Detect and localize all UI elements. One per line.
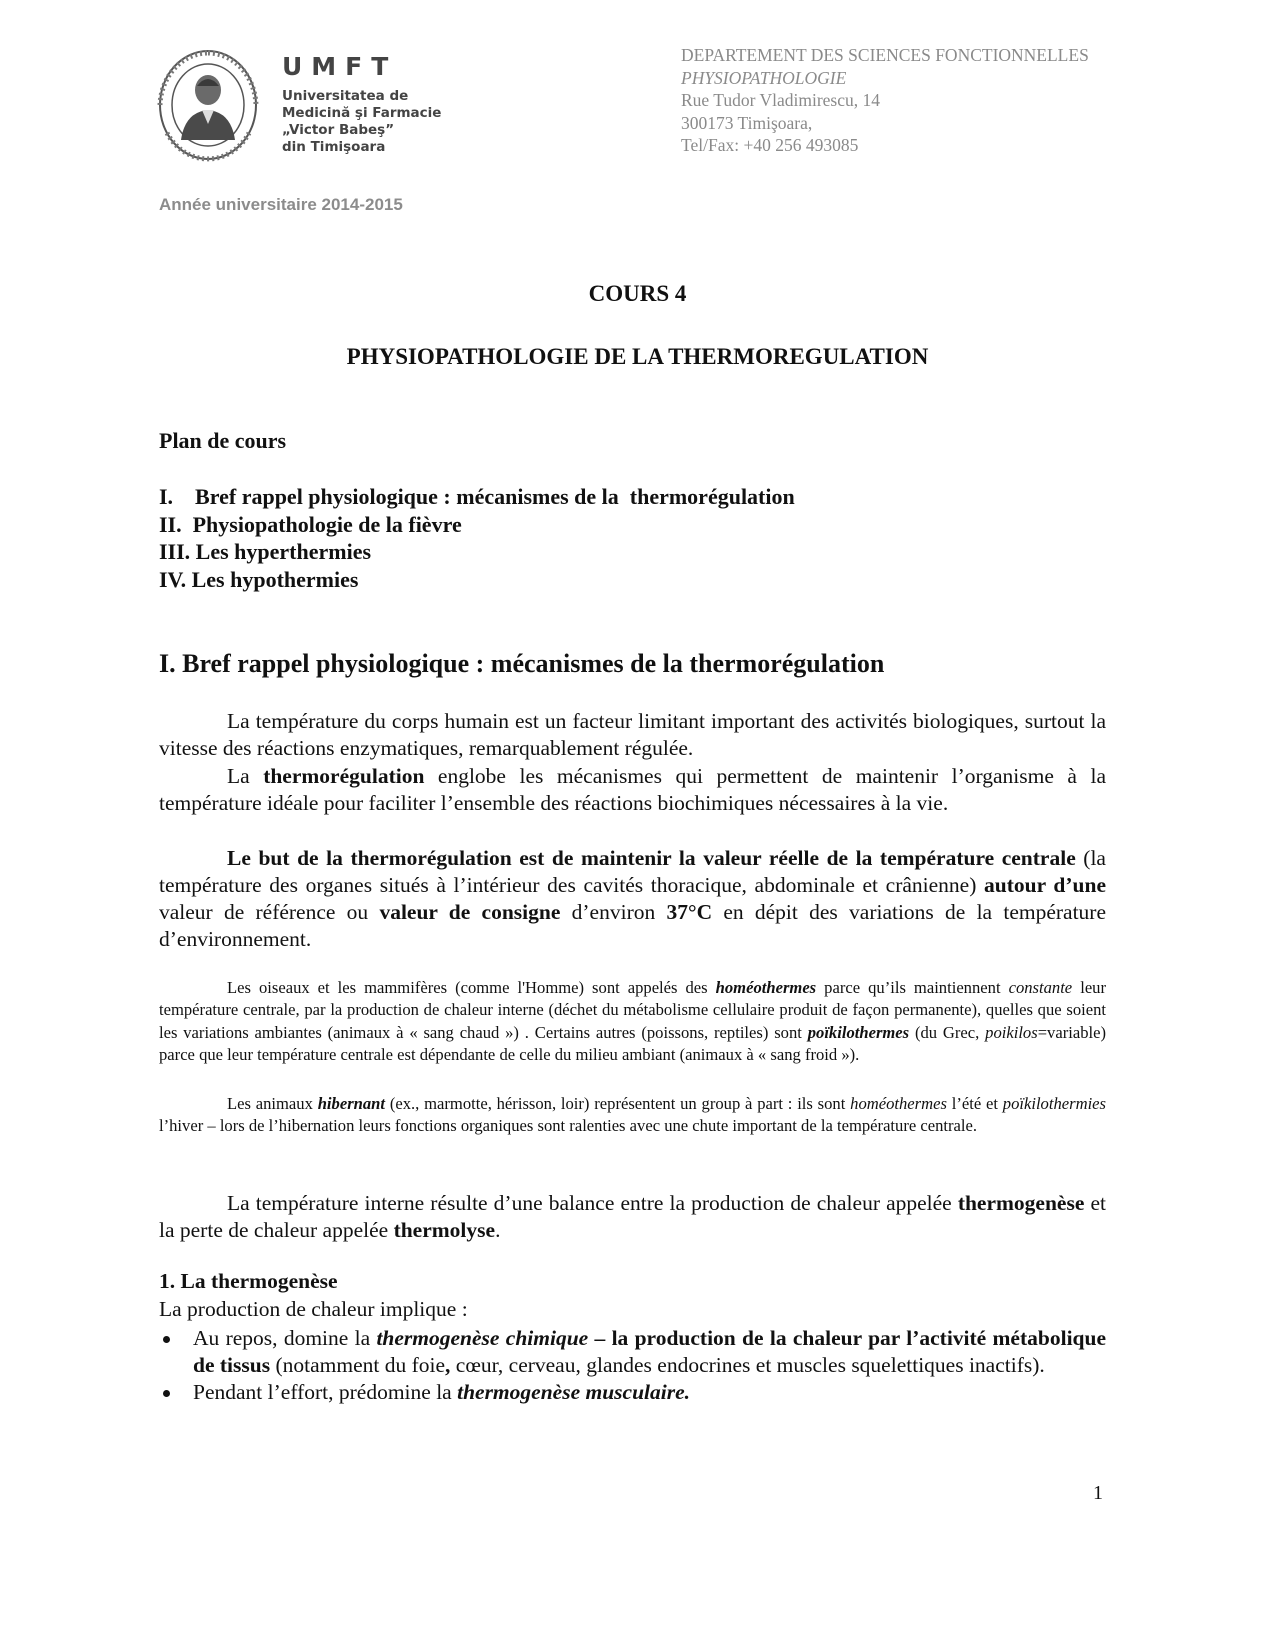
plan-item: IV. Les hypothermies — [159, 566, 359, 592]
department-name: DEPARTEMENT DES SCIENCES FONCTIONNELLES — [681, 45, 1089, 65]
university-line-2: Medicină şi Farmacie — [282, 105, 442, 121]
university-line-4: din Timişoara — [282, 139, 386, 155]
note-homeotherms: Les oiseaux et les mammifères (comme l'Homme) sont appelés des homéothermes parce qu’ils maintiennent constante leur température centrale, par la production de chaleur interne (déchet du métabolisme cellulaire produit de façon permanente), quelles que soient les variations ambiantes (animaux à « sang chaud ») . Certains autres (poissons, reptiles) sont poïkilothermes (du Grec, poikilos=variable) parce que leur température centrale est dépendante de celle du milieu ambiant (animaux à « sang froid »). — [159, 978, 1107, 1065]
university-seal-logo — [157, 48, 259, 162]
note-hibernants: Les animaux hibernant (ex., marmotte, hérisson, loir) représentent un group à part : ils sont homéothermes l’été et poïkilothermies l’hiver – lors de l’hibernation leurs fonctions organiques sont ralenties avec une chute important de la température centrale. — [159, 1094, 1106, 1136]
university-abbr: UMFT — [282, 52, 398, 81]
bullet-dot-icon — [163, 1390, 170, 1397]
university-block — [282, 52, 441, 156]
bullet-item: Au repos, domine la thermogenèse chimique – la production de la chaleur par l’activité métabolique de tissus (notamment du foie, cœur, cerveau, glandes endocrines et muscles squelettiques inactifs). — [159, 1325, 1106, 1379]
plan-item: II. Physiopathologie de la fièvre — [159, 511, 462, 537]
department-discipline: PHYSIOPATHOLOGIE — [681, 67, 847, 88]
subsection-intro: La production de chaleur implique : — [159, 1297, 468, 1321]
paragraph-goal: Le but de la thermorégulation est de maintenir la valeur réelle de la température centrale (la température des organes situés à l’intérieur des cavités thoracique, abdominale et crânienne) autour d’une valeur de référence ou valeur de consigne d’environ 37°C en dépit des variations de la température d’environnement. — [159, 846, 1107, 951]
department-city: 300173 Timişoara, — [681, 112, 813, 133]
department-phone: Tel/Fax: +40 256 493085 — [681, 135, 859, 155]
paragraph-intro: La température du corps humain est un facteur limitant important des activités biologiques, surtout la vitesse des réactions enzymatiques, remarquablement régulée. — [159, 709, 1106, 760]
plan-item: III. Les hyperthermies — [159, 539, 372, 564]
subsection-heading: 1. La thermogenèse — [159, 1269, 338, 1293]
department-address — [681, 44, 1089, 157]
plan-title: Plan de cours — [159, 428, 287, 453]
bullet-item: Pendant l’effort, prédomine la thermogenèse musculaire. — [159, 1379, 1106, 1406]
plan-item: I. Bref rappel physiologique : mécanismes de la thermorégulation — [159, 484, 795, 509]
bullet-dot-icon — [163, 1336, 170, 1343]
academic-year: Année universitaire 2014-2015 — [159, 195, 403, 214]
university-line-3: „Victor Babeş” — [282, 122, 395, 138]
course-title: PHYSIOPATHOLOGIE DE LA THERMOREGULATION — [346, 344, 929, 369]
university-line-1: Universitatea de — [282, 88, 409, 104]
section-title: I. Bref rappel physiologique : mécanismes de la thermorégulation — [159, 649, 885, 678]
plan-list — [159, 483, 795, 593]
paragraph-definition: La thermorégulation englobe les mécanismes qui permettent de maintenir l’organisme à la température idéale pour faciliter l’ensemble des réactions biochimiques nécessaires à la vie. — [159, 764, 1106, 815]
bullet-list — [159, 1325, 1106, 1406]
course-number: COURS 4 — [588, 281, 687, 306]
department-street: Rue Tudor Vladimirescu, 14 — [681, 90, 880, 110]
page-number: 1 — [1093, 1482, 1103, 1504]
paragraph-balance: La température interne résulte d’une balance entre la production de chaleur appelée thermogenèse et la perte de chaleur appelée thermolyse. — [159, 1191, 1106, 1242]
